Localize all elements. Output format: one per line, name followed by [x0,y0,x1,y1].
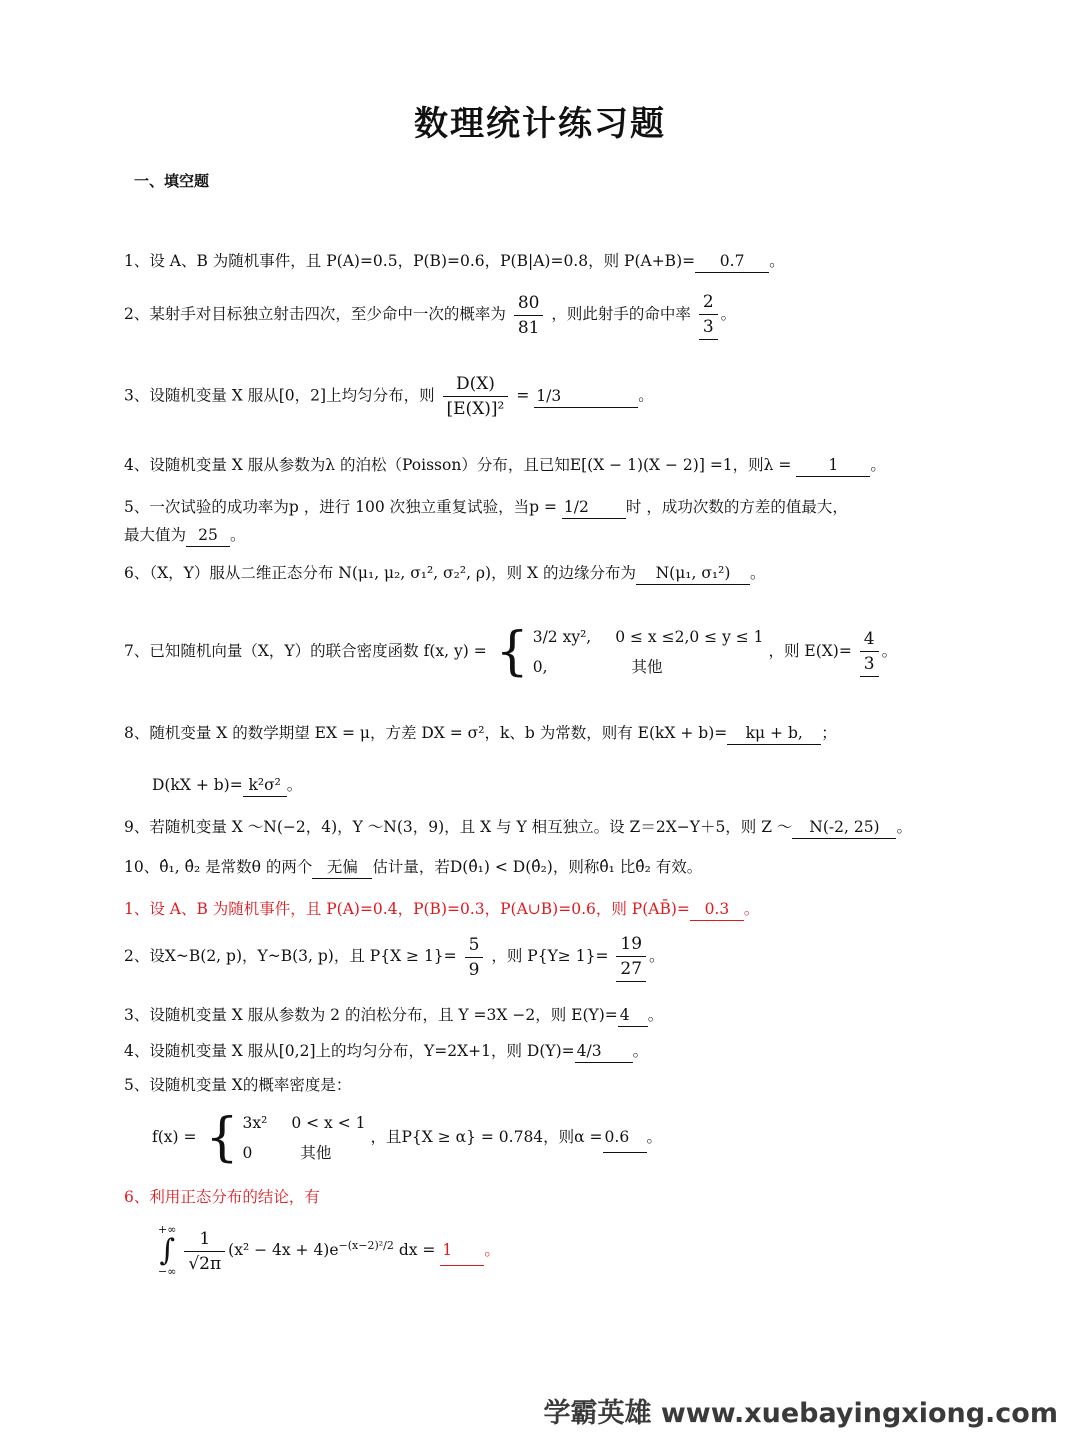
integral-sign: +∞ ∫ −∞ [158,1223,177,1278]
fraction: $\frac{5}{9}$ [465,933,484,982]
section-heading: 一、填空题 [134,172,210,190]
question-8-cont: D(kX + b)= k²σ² 。 [152,774,992,797]
question-2: 2、某射手对目标独立射击四次，至少命中一次的概率为 $\frac{80}{81}$ ，则此射手的命中率 $\frac{2}{3}$ 。 [124,290,964,340]
fraction: $\frac{D(X)}{\text{[E(X)]²}}$ [443,372,509,421]
answer-blank: 4/3 [575,1040,633,1063]
answer-blank: 4 [618,1004,648,1027]
answer-blank: 1 [440,1235,484,1266]
question-b6-formula: +∞ ∫ −∞ $\frac{1}{√2\pi}$ $(x^2 - 4x + 4)e^{-(x-2)^2/2}$ dx = 1 。 [158,1223,500,1278]
answer-blank: 1 [796,454,870,477]
question-5: 5、一次试验的成功率为p ，进行 100 次独立重复试验，当p = 1/2 时 ，成功次数的方差的值最大， [124,496,964,519]
question-6: 6、（X，Y）服从二维正态分布 N(μ₁, μ₂, σ₁², σ₂², ρ)，则 X 的边缘分布为 N(μ₁, σ₁²) 。 [124,562,964,585]
answer-blank: 无偏 [312,856,372,879]
question-b5: 5、设随机变量 X的概率密度是： [124,1076,352,1094]
question-b2: 2、设X~B(2, p)，Y~B(3, p)，且 P{X ≥ 1}= $\frac{5}{9}$ ，则 P{Y≥ 1}= $\frac{19}{27}$ 。 [124,932,964,982]
question-8: 8、随机变量 X 的数学期望 EX = μ，方差 DX = σ²，k、b 为常数，则有 E(kX + b)= kμ + b, ； [124,722,964,745]
question-9: 9、若随机变量 X ～N(−2，4)，Y ～N(3，9)，且 X 与 Y 相互独立。设 Z＝2X−Y＋5，则 Z ～ N(-2, 25) 。 [124,816,964,839]
answer-blank: 1/2 [562,496,626,519]
answer-fraction: $\frac{2}{3}$ [699,290,718,340]
question-3: 3、设随机变量 X 服从[0，2]上均匀分布，则 $\frac{D(X)}{\text{[E(X)]²}}$ = 1/3 。 [124,374,654,419]
footer-watermark: 学霸英雄 www.xuebayingxiong.com [543,1398,1058,1429]
answer-fraction: $\frac{19}{27}$ [616,932,646,982]
question-5-cont: 最大值为 25 。 [124,524,964,547]
question-b3: 3、设随机变量 X 服从参数为 2 的泊松分布，且 Y =3X −2，则 E(Y)= 4 。 [124,1004,964,1027]
fraction: $\frac{80}{81}$ [514,291,544,340]
piecewise-function: { 3x² 0 < x < 1 0 其他 [205,1108,366,1168]
question-10: 10、θ̂₁, θ̂₂ 是常数θ 的两个 无偏 估计量，若D(θ̂₁) < D(θ̂₂)，则称θ̂₁ 比θ̂₂ 有效。 [124,856,964,879]
question-b6: 6、利用正态分布的结论，有 [124,1188,320,1206]
answer-fraction: $\frac{4}{3}$ [860,627,879,677]
question-b5-formula: f(x) = { 3x² 0 < x < 1 0 其他 ，且P{X ≥ α} = 0.784，则α = 0.6 。 [152,1108,663,1168]
question-4: 4、设随机变量 X 服从参数为λ 的泊松（Poisson）分布，且已知E[(X − 1)(X − 2)] =1，则λ = 1 。 [124,454,964,477]
piecewise-function: { 3/2 xy², 0 ≤ x ≤2,0 ≤ y ≤ 1 0, 其他 [495,622,764,682]
answer-blank: 25 [186,524,230,547]
answer-blank: 0.6 [603,1122,647,1153]
page-title: 数理统计练习题 [414,104,666,144]
answer-blank: N(-2, 25) [792,816,896,839]
question-b4: 4、设随机变量 X 服从[0,2]上的均匀分布，Y=2X+1，则 D(Y)= 4/3 。 [124,1040,964,1063]
question-b1: 1、设 A、B 为随机事件，且 P(A)=0.4，P(B)=0.3，P(A∪B)=0.6，则 P(AB̄)= 0.3 。 [124,898,964,921]
answer-blank: kμ + b, [727,722,821,745]
answer-blank: k²σ² [243,774,287,797]
question-1: 1、设 A、B 为随机事件，且 P(A)=0.5，P(B)=0.6，P(B|A)=0.8，则 P(A+B)= 0.7 。 [124,250,964,273]
question-7: 7、已知随机向量（X，Y）的联合密度函数 f(x, y) = { 3/2 xy², 0 ≤ x ≤2,0 ≤ y ≤ 1 0, 其他 ，则 E(X)= $\frac{4}{3}$ 。 [124,622,898,682]
fraction: $\frac{1}{√2\pi}$ [184,1227,225,1276]
answer-blank: 1/3 [534,385,638,408]
answer-blank: 0.7 [695,250,769,273]
answer-blank: N(μ₁, σ₁²) [636,562,750,585]
answer-blank: 0.3 [690,898,744,921]
